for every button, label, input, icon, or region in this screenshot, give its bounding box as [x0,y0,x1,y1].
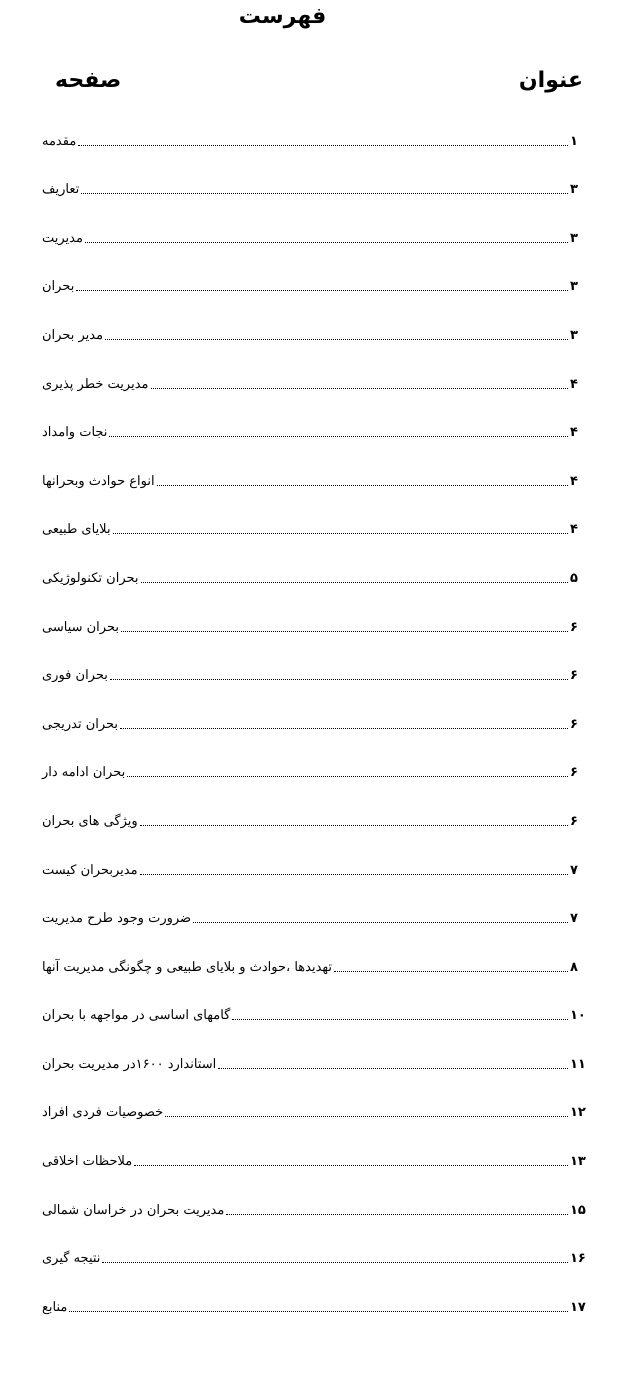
toc-entry-title: مدیربحران کیست [42,862,138,878]
toc-entry-title: بلایای طبیعی [42,522,111,538]
toc-entry[interactable] [40,1134,588,1183]
toc-entry[interactable] [40,357,588,406]
dot-leader [232,1018,568,1020]
dot-leader [113,532,568,534]
dot-leader [193,921,568,923]
toc-entry[interactable] [40,697,588,746]
dot-leader [120,727,568,729]
toc-entry-page-number: ۶ [570,716,578,732]
dot-leader [127,775,568,777]
toc-entry[interactable] [40,989,588,1038]
dot-leader [226,1213,568,1215]
table-of-contents [40,114,588,1329]
toc-entry[interactable] [40,1086,588,1135]
toc-entry-page-number: ۱۶ [570,1251,586,1267]
toc-entry-page-number: ۱۳ [570,1154,586,1170]
toc-entry-title: مدیر بحران [42,327,104,343]
toc-entry[interactable] [40,114,588,163]
toc-entry[interactable] [40,1037,588,1086]
toc-entry-title: مدیریت خطر پذیری [42,376,149,392]
toc-entry-page-number: ۱۰ [570,1008,586,1024]
toc-entry[interactable] [40,406,588,455]
dot-leader [81,192,568,194]
toc-entry-title: منابع [42,1299,68,1315]
toc-entry[interactable] [40,1183,588,1232]
toc-entry[interactable] [40,892,588,941]
toc-entry-title: بحران فوری [42,668,108,684]
toc-entry[interactable] [40,551,588,600]
toc-entry-title: مقدمه [42,133,77,149]
toc-entry-page-number: ۶ [570,765,578,781]
toc-entry[interactable] [40,211,588,260]
dot-leader [76,289,568,291]
toc-entry-title: بحران [42,279,75,295]
toc-entry-title: نجات وامداد [42,425,108,441]
toc-entry-page-number: ۵ [570,570,578,586]
toc-entry-title: بحران سیاسی [42,619,119,635]
toc-entry[interactable] [40,600,588,649]
toc-entry-title: گامهای اساسی در مواجهه با بحران [42,1008,231,1024]
toc-entry-page-number: ۷ [570,862,578,878]
toc-entry-title: ضرورت وجود طرح مدیریت [42,911,192,927]
toc-entry[interactable] [40,503,588,552]
toc-entry-title: بحران تدریجی [42,716,119,732]
toc-entry-title: مدیریت بحران در خراسان شمالی [42,1202,225,1218]
dot-leader [102,1261,568,1263]
toc-entry-title: مدیریت [42,230,83,246]
toc-entry-title: ویژگی های بحران [42,813,138,829]
toc-entry-title: ملاحظات اخلاقی [42,1154,133,1170]
toc-entry-title: نتیجه گیری [42,1251,101,1267]
dot-leader [134,1164,568,1166]
toc-entry-title: استاندارد ۱۶۰۰در مدیریت بحران [42,1056,217,1072]
dot-leader [85,241,568,243]
toc-entry-page-number: ۴ [570,522,578,538]
toc-entry-page-number: ۶ [570,668,578,684]
toc-entry-title: تهدیدها ،حوادث و بلایای طبیعی و چگونگی مدیریت آنها [42,959,333,975]
dot-leader [140,873,568,875]
toc-entry[interactable] [40,649,588,698]
dot-leader [165,1115,568,1117]
dot-leader [218,1067,568,1069]
toc-entry-page-number: ۸ [570,959,578,975]
dot-leader [151,387,568,389]
dot-leader [121,630,568,632]
toc-entry-page-number: ۶ [570,813,578,829]
toc-entry-page-number: ۱۱ [570,1056,586,1072]
dot-leader [334,970,568,972]
dot-leader [141,581,569,583]
toc-entry[interactable] [40,1232,588,1281]
dot-leader [69,1310,568,1312]
toc-entry[interactable] [40,308,588,357]
dot-leader [157,484,568,486]
toc-entry-page-number: ۴ [570,376,578,392]
toc-entry-page-number: ۳ [570,327,578,343]
toc-entry-title: تعاریف [42,182,80,198]
toc-entry-title: بحران تکنولوژیکی [42,570,139,586]
toc-entry-page-number: ۱۵ [570,1202,586,1218]
toc-entry-page-number: ۱۷ [570,1299,586,1315]
toc-entry-page-number: ۱ [570,133,578,149]
toc-entry-title: انواع حوادث وبحرانها [42,473,155,489]
toc-entry-page-number: ۴ [570,425,578,441]
toc-entry[interactable] [40,163,588,212]
dot-leader [110,678,568,680]
toc-entry-page-number: ۱۲ [570,1105,586,1121]
toc-entry-page-number: ۳ [570,182,578,198]
toc-entry[interactable] [40,746,588,795]
dot-leader [105,338,568,340]
toc-entry-page-number: ۳ [570,230,578,246]
toc-entry[interactable] [40,1280,588,1329]
toc-entry-title: خصوصیات فردی افراد [42,1105,164,1121]
toc-entry-page-number: ۳ [570,279,578,295]
dot-leader [109,435,568,437]
toc-entry[interactable] [40,260,588,309]
toc-entry-page-number: ۶ [570,619,578,635]
toc-entry-page-number: ۷ [570,911,578,927]
toc-entry[interactable] [40,794,588,843]
page-column-header: صفحه [55,68,122,93]
dot-leader [140,824,568,826]
title-column-header: عنوان [518,68,583,93]
toc-entry[interactable] [40,454,588,503]
toc-entry[interactable] [40,940,588,989]
dot-leader [78,144,568,146]
page-title: فهرست [238,4,327,29]
toc-entry-title: بحران ادامه دار [42,765,126,781]
toc-entry[interactable] [40,843,588,892]
toc-entry-page-number: ۴ [570,473,578,489]
